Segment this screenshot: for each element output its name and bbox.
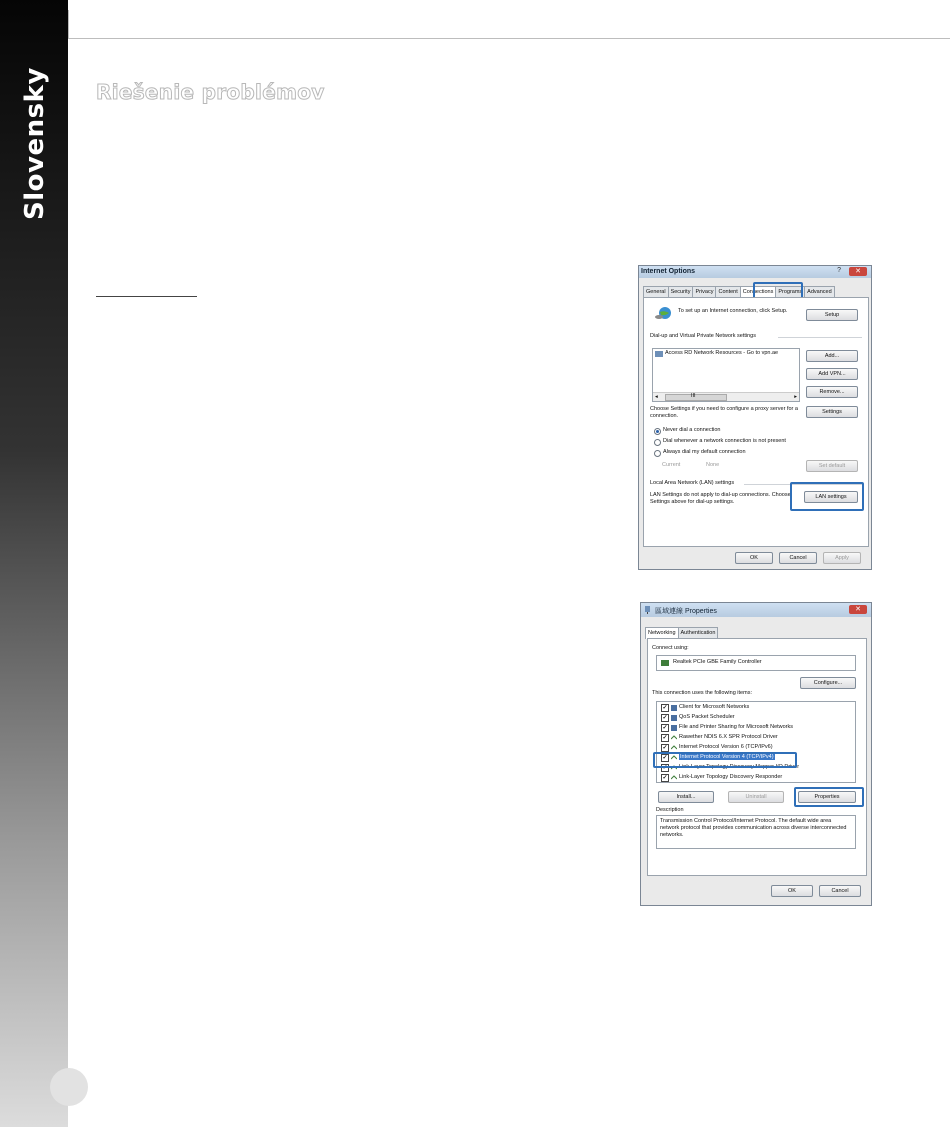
adapter-icon <box>661 659 669 667</box>
install-button[interactable]: Install... <box>658 791 714 803</box>
add-vpn-button[interactable]: Add VPN... <box>806 368 858 380</box>
client-icon <box>671 705 677 711</box>
dialup-divider <box>778 337 862 338</box>
current-value: None <box>706 462 720 468</box>
network-adapter-icon <box>644 606 651 614</box>
add-button[interactable]: Add... <box>806 350 858 362</box>
page-title: Riešenie problémov <box>96 80 325 104</box>
cancel-button[interactable]: Cancel <box>779 552 817 564</box>
dialog-titlebar <box>639 266 871 278</box>
item-checkbox[interactable]: ✓ <box>662 725 668 731</box>
scroll-thumb-grip: III <box>691 393 696 399</box>
adapter-properties-dialog <box>640 602 872 906</box>
properties-highlight <box>794 787 864 807</box>
tab-general[interactable]: General <box>643 286 669 297</box>
horizontal-scrollbar[interactable] <box>653 392 799 401</box>
item-checkbox[interactable]: ✓ <box>662 745 668 751</box>
tab-authentication[interactable]: Authentication <box>678 627 719 638</box>
properties-button[interactable]: Properties <box>798 791 856 803</box>
tab-strip <box>645 627 867 638</box>
underlined-link-stub <box>96 296 197 297</box>
help-button[interactable]: ? <box>837 267 841 274</box>
internet-options-dialog <box>638 265 872 570</box>
cancel-button[interactable]: Cancel <box>819 885 861 897</box>
item-label: Client for Microsoft Networks <box>679 704 750 710</box>
ok-button[interactable]: OK <box>771 885 813 897</box>
radio-dial-when-needed[interactable] <box>654 439 661 446</box>
item-checkbox[interactable]: ✓ <box>662 765 668 771</box>
dialog-titlebar <box>641 603 871 617</box>
network-connection-icon <box>655 351 663 357</box>
tab-programs[interactable]: Programs <box>775 286 805 297</box>
radio-always-dial[interactable] <box>654 450 661 457</box>
file-sharing-icon <box>671 725 677 731</box>
ipv4-highlight <box>653 752 800 770</box>
list-item[interactable] <box>661 704 851 712</box>
corner-tick <box>68 10 69 39</box>
ok-button[interactable]: OK <box>735 552 773 564</box>
scheduler-icon <box>671 715 677 721</box>
list-item[interactable] <box>661 724 851 732</box>
item-checkbox[interactable]: ✓ <box>662 775 668 781</box>
description-box <box>656 815 856 849</box>
item-label: File and Printer Sharing for Microsoft Networks <box>679 724 794 730</box>
description-label: Description <box>656 807 684 813</box>
item-label: QoS Packet Scheduler <box>679 714 735 720</box>
protocol-icon <box>671 735 677 741</box>
lan-header: Local Area Network (LAN) settings <box>650 480 735 486</box>
dialog-title: Internet Options <box>641 268 696 275</box>
close-icon[interactable]: ✕ <box>849 267 867 276</box>
connect-using-label: Connect using: <box>652 645 689 651</box>
dialup-header: Dial-up and Virtual Private Network settings <box>650 333 756 339</box>
lan-text: LAN Settings do not apply to dial-up connections. Choose Settings above for dial-up settings. <box>650 492 791 505</box>
vpn-entry[interactable]: Access RD Network Resources - Go to vpn.ae <box>665 350 779 356</box>
protocol-icon <box>671 745 677 751</box>
item-label: Internet Protocol Version 4 (TCP/IPv4) <box>680 754 774 760</box>
adapter-name: Realtek PCIe GBE Family Controller <box>673 659 762 665</box>
item-label: Internet Protocol Version 6 (TCP/IPv6) <box>679 744 773 750</box>
items-label: This connection uses the following items: <box>652 690 752 696</box>
adapter-field <box>656 655 856 671</box>
list-item[interactable] <box>661 744 851 752</box>
items-list[interactable] <box>656 701 856 783</box>
vpn-list[interactable] <box>652 348 800 402</box>
lan-settings-highlight <box>790 482 864 511</box>
list-item[interactable] <box>661 774 851 782</box>
item-checkbox[interactable]: ✓ <box>662 735 668 741</box>
set-default-button[interactable]: Set default <box>806 460 858 472</box>
remove-button[interactable]: Remove... <box>806 386 858 398</box>
close-icon[interactable]: ✕ <box>849 605 867 614</box>
current-label: Current <box>662 462 681 468</box>
radio-never-dial[interactable] <box>654 428 661 435</box>
scroll-left-icon[interactable]: ◂ <box>655 394 658 400</box>
setup-text: To set up an Internet connection, click Setup. <box>678 308 788 314</box>
setup-button[interactable]: Setup <box>806 309 858 321</box>
settings-button[interactable]: Settings <box>806 406 858 418</box>
globe-icon <box>654 306 674 320</box>
tab-content[interactable]: Content <box>715 286 740 297</box>
item-label: Rawether NDIS 6.X SPR Protocol Driver <box>679 734 778 740</box>
apply-button[interactable]: Apply <box>823 552 861 564</box>
scroll-thumb[interactable] <box>665 394 727 401</box>
page-number-circle <box>50 1068 88 1106</box>
radio-never-dial-label: Never dial a connection <box>663 427 721 433</box>
item-checkbox[interactable]: ✓ <box>662 755 668 761</box>
item-checkbox[interactable]: ✓ <box>662 705 668 711</box>
language-label: Slovensky <box>20 67 50 220</box>
tab-connections[interactable]: Connections <box>740 286 777 298</box>
tab-advanced[interactable]: Advanced <box>804 286 834 297</box>
header-rule <box>68 38 950 39</box>
scroll-right-icon[interactable]: ▸ <box>794 394 797 400</box>
tab-networking[interactable]: Networking <box>645 627 679 639</box>
configure-button[interactable]: Configure... <box>800 677 856 689</box>
proxy-settings-text: Choose Settings if you need to configure a proxy server for a connection. <box>650 406 798 419</box>
list-item[interactable] <box>661 734 851 742</box>
item-label: Link-Layer Topology Discovery Mapper I/O Driver <box>679 764 800 770</box>
dialog-title: 區域連線 Properties <box>655 608 717 615</box>
lan-settings-button[interactable]: LAN settings <box>804 491 858 503</box>
description-text: Transmission Control Protocol/Internet Protocol. The default wide area network protocol that provides communication across diverse interconnected networks. <box>660 818 847 838</box>
tab-privacy[interactable]: Privacy <box>692 286 716 297</box>
list-item[interactable] <box>661 714 851 722</box>
item-checkbox[interactable]: ✓ <box>662 715 668 721</box>
uninstall-button[interactable]: Uninstall <box>728 791 784 803</box>
radio-dial-when-needed-label: Dial whenever a network connection is not present <box>663 438 786 444</box>
protocol-icon <box>671 775 677 781</box>
tab-security[interactable]: Security <box>668 286 694 297</box>
radio-always-dial-label: Always dial my default connection <box>663 449 746 455</box>
item-label: Link-Layer Topology Discovery Responder <box>679 774 783 780</box>
language-sidebar <box>0 0 68 1127</box>
